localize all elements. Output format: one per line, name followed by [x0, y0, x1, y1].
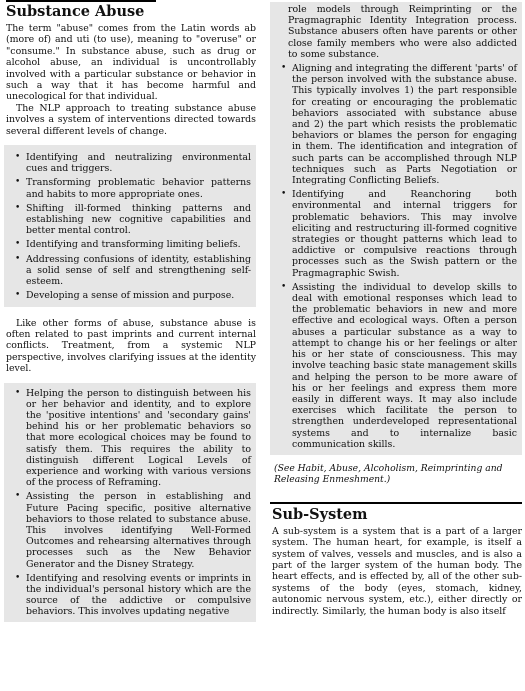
identity-interventions-list	[4, 388, 256, 618]
list-item: • Identifying and transforming limiting beliefs.	[15, 239, 241, 251]
list-item: • Aligning and integrating the different 'parts' of the person involved with the substance abuse. This typically involves 1) the part responsible for creating or encouraging the problematic behaviors associated with substance abuse and 2) the part which resists the problematic behaviors or blames the person for engaging in them. The identification and integration of such parts can be accomplished through NLP techniques such as Parts Negotiation or Integrating Conflicting Beliefs.	[281, 63, 517, 187]
identity-level-paragraph: Like other forms of abuse, substance abuse is often related to past imprints and current internal conflicts. Treatment, from a systemic NLP perspective, involves clarifying issues at the identity level.	[6, 317, 257, 375]
bullet-icon: •	[281, 281, 287, 292]
list-item: • Transforming problematic behavior patterns and habits to more appropriate ones.	[15, 177, 251, 200]
left-column	[4, 0, 256, 622]
bullet-icon: •	[281, 189, 287, 200]
heading-rule	[6, 0, 156, 2]
list-item: • Identifying and neutralizing environmental cues and triggers.	[15, 152, 251, 175]
list-item: • Shifting ill-formed thinking patterns and establishing new cognitive capabilities and better mental control.	[15, 202, 251, 237]
bullet-icon: •	[15, 152, 21, 163]
bullet-icon: •	[15, 290, 21, 301]
bullet-icon: •	[15, 239, 21, 250]
list-item: • Helping the person to distinguish between his or her behavior and identity, and to explore the 'positive intentions' and 'secondary gains' behind his or her problematic behaviors so that more ecological choices may be found to satisfy them. This requires the ability to distinguish different Logical Levels of experience and working with various versions of the process of Reframing.	[15, 387, 251, 489]
bullet-icon: •	[281, 63, 287, 74]
identity-interventions-box	[4, 383, 256, 622]
see-also-reference: (See Habit, Abuse, Alcoholism, Reimprinting and Releasing Enmeshment.)	[274, 462, 503, 486]
right-column	[270, 0, 522, 617]
list-item: • Assisting the individual to develop skills to deal with emotional responses which lead to the problematic behaviors in new and more effective and ecological ways. Often a person abuses a particular substance as a way to attempt to change his or her feelings or alter his or her state of consciousness. This may involve teaching basic state management skills and helping the person to be more aware of his or her feelings and express them more easily in different ways. It may also include exercises which facilitate the person to strengthen underdeveloped representational systems and to internalize basic communication skills.	[281, 281, 517, 450]
bullet-icon: •	[15, 202, 21, 213]
nlp-approach-paragraph: The NLP approach to treating substance abuse involves a system of interventions directed towards several different levels of change.	[6, 102, 256, 137]
substance-abuse-intro-paragraph: The term "abuse" comes from the Latin words ab (more of) and uti (to use), meaning to "overuse" or "consume." In substance abuse, such as drug or alcohol abuse, an individual is uncontrollably involved with a particular substance or behavior in such a way that it has become harmful and unecological for that individual.	[6, 23, 256, 103]
substance-abuse-heading: Substance Abuse	[6, 3, 145, 20]
list-item-continued: role models through Reimprinting or the Pragmagraphic Identity Integration process. Substance abusers often have parents or other close family members who were also addicted to some substance.	[288, 4, 517, 60]
bullet-icon: •	[15, 572, 21, 583]
levels-of-change-box	[4, 145, 256, 306]
levels-of-change-list	[4, 152, 256, 301]
list-item: • Identifying and resolving events or imprints in the individual's personal history which are the source of the addictive or compulsive behaviors. This involves updating negative	[15, 572, 251, 618]
list-item: • Assisting the person in establishing and Future Pacing specific, positive alternative behaviors to those related to substance abuse. This involves identifying Well-Formed Outcomes and rehearsing alternatives through processes such as the New Behavior Generator and the Disney Strategy.	[15, 491, 251, 570]
bullet-icon: •	[15, 387, 21, 398]
heading-rule	[270, 502, 522, 504]
sub-system-paragraph: A sub-system is a system that is a part of a larger system. The human heart, for example, is itself a system of valves, vessels and muscles, and is also a part of the larger system of the human body. The heart effects, and is effected by, all of the other sub-systems of the body (eyes, stomach, kidney, autonomic nervous system, etc.), either directly or indirectly. Similarly, the human body is also itself	[272, 525, 522, 617]
list-item: • Identifying and Reanchoring both environmental and internal triggers for problematic behaviors. This may involve eliciting and restructuring ill-formed cognitive strategies or thought patterns which lead to addictive or compulsive reactions through processes such as the Swish pattern or the Pragmagraphic Swish.	[281, 189, 517, 279]
bullet-icon: •	[15, 491, 21, 502]
list-item: • Addressing confusions of identity, establishing a solid sense of self and strengthening self-esteem.	[15, 253, 251, 288]
bullet-icon: •	[15, 177, 21, 188]
sub-system-heading: Sub-System	[272, 505, 368, 523]
interventions-continued-box	[270, 2, 522, 455]
list-item: • Developing a sense of mission and purpose.	[15, 290, 235, 302]
interventions-continued-list	[270, 4, 522, 450]
bullet-icon: •	[15, 253, 21, 264]
